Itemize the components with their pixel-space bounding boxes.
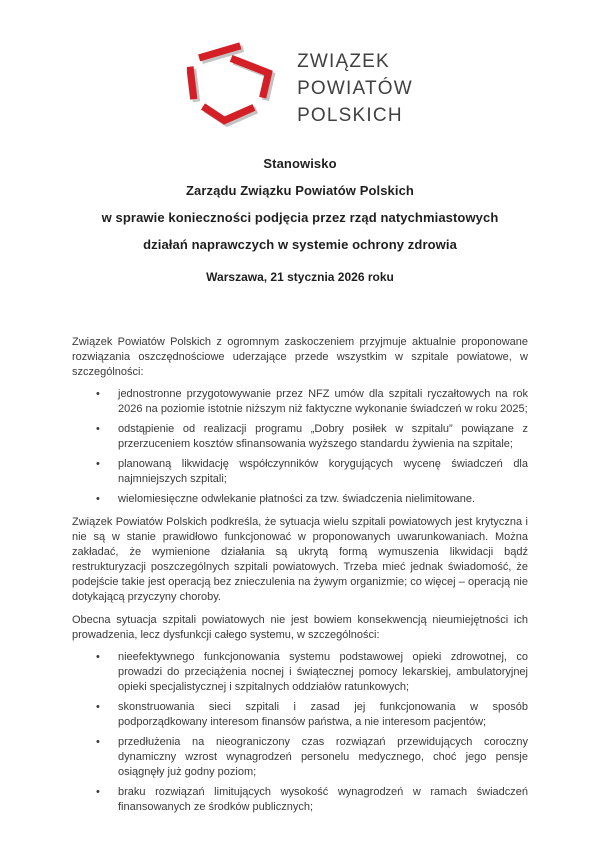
paragraph-system-dysfunction: Obecna sytuacja szpitali powiatowych nie jest bowiem konsekwencją nieumiejętności ich prowadzenia, lecz dysfunkcji całego systemu, w szczególności: (72, 614, 528, 641)
org-logo-line-2: POWIATÓW (297, 77, 413, 99)
logo-red-strokes (190, 46, 269, 121)
poland-outline-logo-icon (187, 37, 284, 139)
list-item-text: odstąpienie od realizacji programu „Dobry posiłek w szpitalu” powiązane z przerzuceniem kosztów sfinansowania wyższego standardu żywienia na szpitale; (118, 423, 528, 450)
title-line-3: w sprawie konieczności podjęcia przez rząd natychmiastowych (101, 210, 499, 225)
title-line-2: Zarządu Związku Powiatów Polskich (186, 183, 414, 198)
title-line-1: Stanowisko (263, 156, 337, 171)
list-item (72, 735, 528, 780)
org-logo-line-3: POLSKICH (297, 104, 403, 126)
org-logo-line-1: ZWIĄZEK (297, 50, 390, 72)
list-item (72, 700, 528, 730)
bullet-list-savings-measures (72, 387, 528, 507)
list-item (72, 387, 528, 417)
org-logo (0, 34, 600, 142)
list-item-text: przedłużenia na nieograniczony czas rozwiązań przewidujących coroczny dynamiczny wzrost wynagrodzeń personelu medycznego, choć jego pensje osiągnęły już godny poziom; (118, 736, 528, 778)
document-title (0, 150, 600, 258)
list-item-text: nieefektywnego funkcjonowania systemu podstawowej opieki zdrowotnej, co prowadzi do przeciążenia nocnej i świątecznej pomocy lekarskiej, ambulatoryjnej opieki specjalistycznej i szpitalnych oddziałów ratunkowych; (118, 651, 528, 693)
list-item-text: jednostronne przygotowywanie przez NFZ umów dla szpitali ryczałtowych na rok 2026 na poziomie istotnie niższym niż faktyczne wykonanie świadczeń w roku 2025; (118, 388, 528, 415)
list-item-text: braku rozwiązań limitujących wysokość wynagrodzeń w ramach świadczeń finansowanych ze środków publicznych; (118, 786, 528, 813)
paragraph-critical-situation: Związek Powiatów Polskich podkreśla, że sytuacja wielu szpitali powiatowych jest krytyczna i nie są w stanie prawidłowo funkcjonować w proponowanych uwarunkowaniach. Można zakładać, że wymienione działania są ukrytą formą wymuszenia likwidacji bądź restrukturyzacji poszczególnych szpitali powiatowych. Trzeba mieć jednak świadomość, że podejście takie jest operacją bez znieczulenia na żywym organizmie; co więcej – operacją nie dotykającą przyczyny choroby. (72, 516, 528, 603)
list-item (72, 650, 528, 695)
document-body (72, 335, 528, 815)
list-item-text: planowaną likwidację współczynników korygujących wycenę świadczeń dla najmniejszych szpitali; (118, 458, 528, 485)
list-item-text: wielomiesięczne odwlekanie płatności za tzw. świadczenia nielimitowane. (118, 493, 476, 505)
org-logo-wordmark (297, 48, 413, 129)
bullet-list-system-problems (72, 650, 528, 815)
list-item (72, 492, 528, 507)
document-dateline: Warszawa, 21 stycznia 2026 roku (206, 270, 394, 284)
list-item (72, 422, 528, 452)
title-line-4: działań naprawczych w systemie ochrony zdrowia (143, 237, 457, 252)
paragraph-intro: Związek Powiatów Polskich z ogromnym zaskoczeniem przyjmuje aktualnie proponowane rozwiązania oszczędnościowe uderzające przede wszystkim w szpitale powiatowe, w szczególności: (72, 336, 528, 378)
list-item-text: skonstruowania sieci szpitali i zasad jej funkcjonowania w sposób podporządkowany interesom finansów państwa, a nie interesom pacjentów; (118, 701, 528, 728)
list-item (72, 457, 528, 487)
list-item (72, 785, 528, 815)
